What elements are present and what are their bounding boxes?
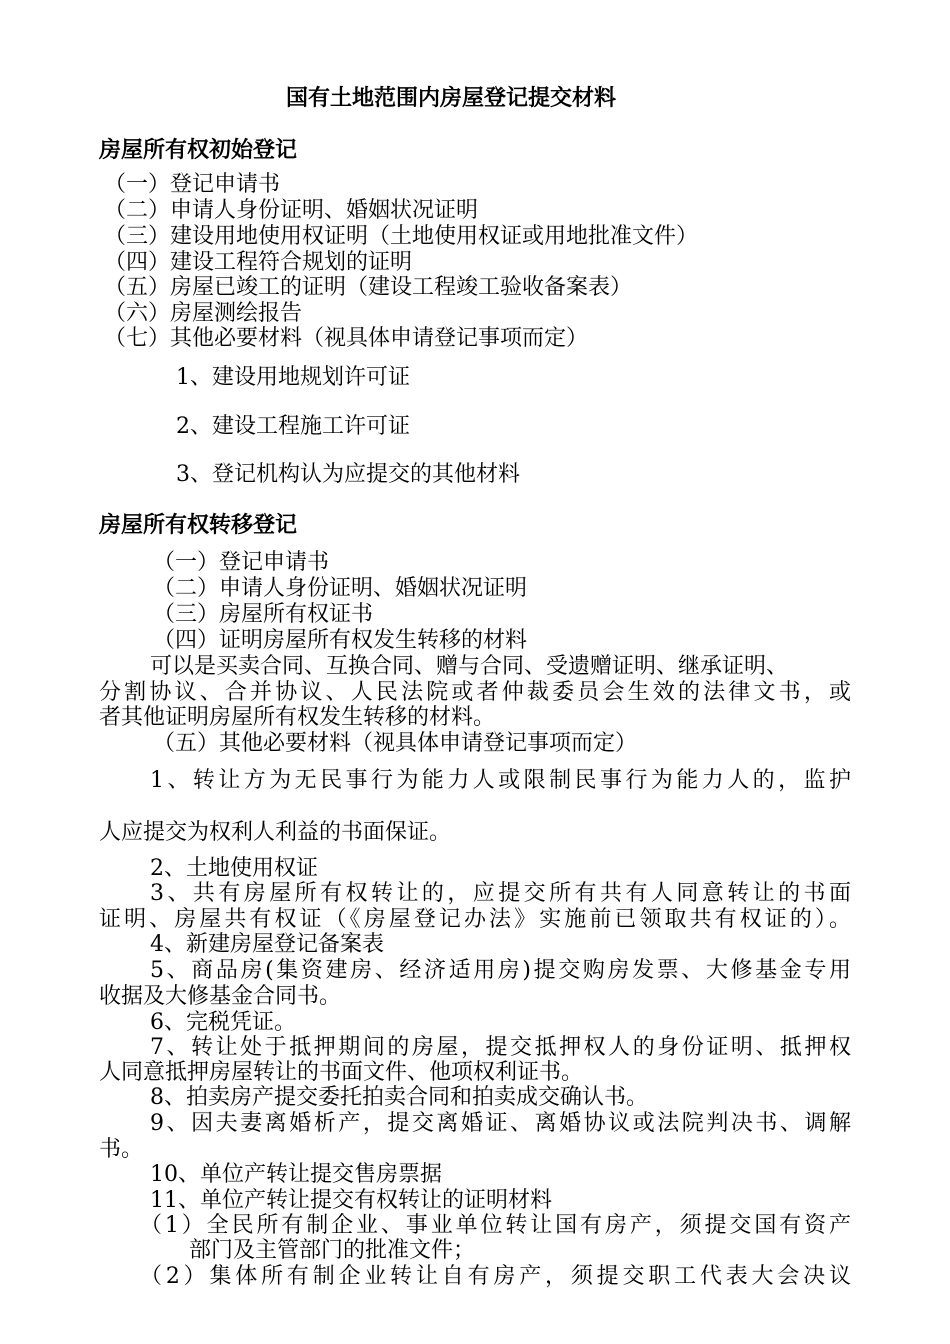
numbered-item: 8、拍卖房产提交委托拍卖合同和拍卖成交确认书。 (150, 1085, 648, 1110)
list-item: （二）申请人身份证明、婚姻状况证明 (104, 198, 479, 223)
paragraph-line: 者其他证明房屋所有权发生转移的材料。 (99, 705, 496, 730)
numbered-item: 3、共有房屋所有权转让的，应提交所有共有人同意转让的书面 (150, 881, 851, 906)
section-heading-transfer: 房屋所有权转移登记 (99, 513, 298, 538)
page-title: 国有土地范围内房屋登记提交材料 (286, 86, 617, 111)
sub-list-item: 3、登记机构认为应提交的其他材料 (176, 462, 520, 487)
list-item: （五）房屋已竣工的证明（建设工程竣工验收备案表） (104, 275, 633, 300)
list-item: （六）房屋测绘报告 (104, 301, 303, 326)
numbered-item: 2、土地使用权证 (150, 856, 318, 881)
sub-list-item: 2、建设工程施工许可证 (176, 414, 410, 439)
list-item: （一）登记申请书 (153, 550, 330, 575)
numbered-item: 7、转让处于抵押期间的房屋，提交抵押权人的身份证明、抵押权 (150, 1035, 851, 1060)
list-item: （四）建设工程符合规划的证明 (104, 250, 413, 275)
numbered-item: 4、新建房屋登记备案表 (150, 932, 384, 957)
paragraph-line: 可以是买卖合同、互换合同、赠与合同、受遗赠证明、继承证明、 (150, 654, 789, 679)
sub-list-item: 1、建设用地规划许可证 (176, 365, 410, 390)
sub-numbered-item: （2）集体所有制企业转让自有房产，须提交职工代表大会决议 (140, 1264, 851, 1289)
numbered-item-cont: 证明、房屋共有权证（《房屋登记办法》实施前已领取共有权证的）。 (99, 907, 851, 932)
list-item: （二）申请人身份证明、婚姻状况证明 (153, 576, 528, 601)
list-item: （七）其他必要材料（视具体申请登记事项而定） (104, 326, 589, 351)
numbered-item-cont: 收据及大修基金合同书。 (99, 984, 342, 1009)
section-heading-initial: 房屋所有权初始登记 (99, 138, 298, 163)
numbered-item: 6、完税凭证。 (150, 1010, 296, 1035)
numbered-item: 9、因夫妻离婚析产，提交离婚证、离婚协议或法院判决书、调解 (150, 1111, 851, 1136)
sub-numbered-item: （1）全民所有制企业、事业单位转让国有房产，须提交国有资产 (140, 1213, 851, 1238)
sub-numbered-item-cont: 部门及主管部门的批准文件； (189, 1238, 476, 1263)
paragraph-line: 分割协议、合并协议、人民法院或者仲裁委员会生效的法律文书，或 (99, 680, 851, 705)
numbered-item-cont: 人应提交为权利人利益的书面保证。 (99, 820, 452, 845)
numbered-item: 1、转让方为无民事行为能力人或限制民事行为能力人的，监护 (150, 768, 851, 793)
list-item: （一）登记申请书 (104, 172, 281, 197)
list-item: （四）证明房屋所有权发生转移的材料 (153, 628, 528, 653)
list-item: （三）房屋所有权证书 (153, 602, 374, 627)
list-item: （三）建设用地使用权证明（土地使用权证或用地批准文件） (104, 224, 699, 249)
numbered-item: 10、单位产转让提交售房票据 (150, 1162, 442, 1187)
list-item: （五）其他必要材料（视具体申请登记事项而定） (153, 731, 638, 756)
numbered-item-cont: 人同意抵押房屋转让的书面文件、他项权利证书。 (99, 1060, 584, 1085)
numbered-item: 11、单位产转让提交有权转让的证明材料 (150, 1188, 552, 1213)
numbered-item-cont: 书。 (99, 1137, 144, 1162)
numbered-item: 5、商品房(集资建房、经济适用房)提交购房发票、大修基金专用 (150, 958, 851, 983)
